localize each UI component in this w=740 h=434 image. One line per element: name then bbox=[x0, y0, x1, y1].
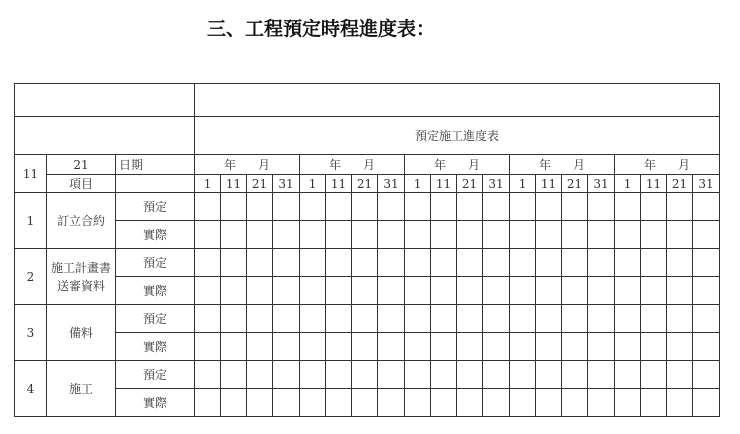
schedule-cell-actual[interactable] bbox=[300, 389, 326, 417]
schedule-cell-actual[interactable] bbox=[562, 389, 588, 417]
schedule-cell-planned[interactable] bbox=[300, 305, 326, 333]
schedule-cell-planned[interactable] bbox=[641, 305, 667, 333]
month-label: 月 bbox=[363, 157, 376, 172]
schedule-cell-actual[interactable] bbox=[352, 277, 378, 305]
day-column-header: 11 bbox=[431, 175, 457, 193]
schedule-cell-planned[interactable] bbox=[352, 249, 378, 277]
schedule-cell-planned[interactable] bbox=[221, 361, 247, 389]
schedule-cell-actual[interactable] bbox=[588, 333, 615, 361]
day-column-header: 11 bbox=[536, 175, 562, 193]
schedule-cell-planned[interactable] bbox=[195, 361, 221, 389]
schedule-cell-planned[interactable] bbox=[326, 193, 352, 221]
schedule-cell-planned[interactable] bbox=[352, 361, 378, 389]
schedule-cell-actual[interactable] bbox=[405, 333, 431, 361]
task-number: 2 bbox=[15, 249, 47, 305]
header-row-blank bbox=[15, 84, 720, 117]
schedule-cell-actual[interactable] bbox=[536, 333, 562, 361]
schedule-cell-planned[interactable] bbox=[641, 361, 667, 389]
schedule-cell-planned[interactable] bbox=[378, 249, 405, 277]
schedule-cell-planned[interactable] bbox=[247, 249, 273, 277]
task-name bbox=[47, 249, 116, 305]
schedule-cell-planned[interactable] bbox=[273, 305, 300, 333]
heading-blank-left bbox=[15, 117, 195, 155]
month-label: 月 bbox=[258, 157, 271, 172]
schedule-cell-planned[interactable] bbox=[431, 361, 457, 389]
schedule-cell-actual[interactable] bbox=[405, 389, 431, 417]
schedule-cell-actual[interactable] bbox=[431, 389, 457, 417]
schedule-cell-actual[interactable] bbox=[195, 333, 221, 361]
schedule-cell-actual[interactable] bbox=[431, 333, 457, 361]
schedule-cell-actual[interactable] bbox=[667, 389, 693, 417]
schedule-cell-planned[interactable] bbox=[273, 193, 300, 221]
item-label-blank bbox=[116, 175, 195, 193]
schedule-cell-planned[interactable] bbox=[667, 249, 693, 277]
schedule-cell-planned[interactable] bbox=[693, 193, 720, 221]
schedule-cell-planned[interactable] bbox=[405, 305, 431, 333]
task-name-line2: 送審資料 bbox=[56, 278, 105, 293]
schedule-cell-actual[interactable] bbox=[221, 333, 247, 361]
schedule-cell-actual[interactable] bbox=[641, 221, 667, 249]
schedule-cell-planned[interactable] bbox=[431, 249, 457, 277]
year-label: 年 bbox=[644, 157, 657, 172]
schedule-cell-planned[interactable] bbox=[326, 305, 352, 333]
task-name bbox=[47, 193, 116, 249]
actual-label: 實際 bbox=[116, 333, 195, 361]
schedule-cell-actual[interactable] bbox=[483, 221, 510, 249]
planned-label: 預定 bbox=[116, 249, 195, 277]
schedule-cell-planned[interactable] bbox=[431, 193, 457, 221]
task-name-line1: 備料 bbox=[68, 325, 93, 340]
task-name bbox=[47, 361, 116, 417]
year-label: 年 bbox=[329, 157, 342, 172]
schedule-cell-actual[interactable] bbox=[536, 277, 562, 305]
task-row-planned bbox=[15, 361, 720, 389]
day-column-header: 21 bbox=[667, 175, 693, 193]
schedule-cell-actual[interactable] bbox=[615, 389, 641, 417]
day-column-header: 31 bbox=[273, 175, 300, 193]
schedule-cell-actual[interactable] bbox=[615, 333, 641, 361]
actual-label: 實際 bbox=[116, 277, 195, 305]
corner-number: 11 bbox=[15, 155, 47, 193]
schedule-cell-actual[interactable] bbox=[667, 277, 693, 305]
day-column-header: 31 bbox=[693, 175, 720, 193]
month-label: 月 bbox=[468, 157, 481, 172]
task-number: 4 bbox=[15, 361, 47, 417]
schedule-cell-planned[interactable] bbox=[641, 249, 667, 277]
schedule-cell-planned[interactable] bbox=[588, 249, 615, 277]
schedule-cell-actual[interactable] bbox=[693, 333, 720, 361]
schedule-cell-actual[interactable] bbox=[457, 221, 483, 249]
task-row-planned bbox=[15, 193, 720, 221]
task-row-actual bbox=[15, 333, 720, 361]
item-label: 項目 bbox=[47, 175, 116, 193]
day-column-header: 31 bbox=[483, 175, 510, 193]
schedule-cell-actual[interactable] bbox=[562, 221, 588, 249]
schedule-cell-planned[interactable] bbox=[273, 361, 300, 389]
schedule-cell-actual[interactable] bbox=[247, 221, 273, 249]
header-row-days bbox=[15, 175, 720, 193]
schedule-cell-planned[interactable] bbox=[247, 361, 273, 389]
schedule-cell-actual[interactable] bbox=[667, 333, 693, 361]
schedule-cell-planned[interactable] bbox=[588, 305, 615, 333]
schedule-table bbox=[14, 83, 720, 417]
day-column-header: 21 bbox=[457, 175, 483, 193]
schedule-cell-actual[interactable] bbox=[300, 221, 326, 249]
schedule-cell-planned[interactable] bbox=[562, 305, 588, 333]
schedule-cell-planned[interactable] bbox=[378, 305, 405, 333]
schedule-cell-actual[interactable] bbox=[615, 277, 641, 305]
schedule-cell-planned[interactable] bbox=[562, 361, 588, 389]
schedule-cell-planned[interactable] bbox=[273, 249, 300, 277]
day-column-header: 11 bbox=[641, 175, 667, 193]
schedule-cell-actual[interactable] bbox=[510, 389, 536, 417]
schedule-cell-actual[interactable] bbox=[588, 277, 615, 305]
schedule-cell-actual[interactable] bbox=[510, 277, 536, 305]
schedule-cell-actual[interactable] bbox=[405, 277, 431, 305]
header-row-months bbox=[15, 155, 720, 175]
schedule-cell-planned[interactable] bbox=[352, 193, 378, 221]
day-column-header: 1 bbox=[510, 175, 536, 193]
schedule-cell-planned[interactable] bbox=[615, 249, 641, 277]
schedule-cell-planned[interactable] bbox=[457, 361, 483, 389]
schedule-cell-actual[interactable] bbox=[510, 221, 536, 249]
actual-label: 實際 bbox=[116, 221, 195, 249]
schedule-cell-actual[interactable] bbox=[273, 333, 300, 361]
schedule-cell-actual[interactable] bbox=[641, 277, 667, 305]
schedule-cell-actual[interactable] bbox=[352, 221, 378, 249]
year-label: 年 bbox=[539, 157, 552, 172]
schedule-cell-planned[interactable] bbox=[693, 249, 720, 277]
schedule-cell-actual[interactable] bbox=[667, 221, 693, 249]
schedule-cell-actual[interactable] bbox=[221, 277, 247, 305]
task-name-line1: 施工計畫書 bbox=[50, 260, 111, 275]
schedule-cell-planned[interactable] bbox=[221, 249, 247, 277]
month-group-header bbox=[300, 155, 405, 175]
schedule-cell-actual[interactable] bbox=[195, 277, 221, 305]
schedule-cell-planned[interactable] bbox=[352, 305, 378, 333]
schedule-cell-planned[interactable] bbox=[300, 193, 326, 221]
schedule-cell-actual[interactable] bbox=[326, 221, 352, 249]
schedule-cell-planned[interactable] bbox=[221, 305, 247, 333]
day-column-header: 31 bbox=[588, 175, 615, 193]
schedule-cell-actual[interactable] bbox=[405, 221, 431, 249]
schedule-cell-actual[interactable] bbox=[693, 277, 720, 305]
schedule-cell-planned[interactable] bbox=[483, 249, 510, 277]
task-row-actual bbox=[15, 389, 720, 417]
task-row-planned bbox=[15, 305, 720, 333]
schedule-cell-actual[interactable] bbox=[483, 389, 510, 417]
schedule-cell-actual[interactable] bbox=[273, 277, 300, 305]
schedule-cell-planned[interactable] bbox=[195, 305, 221, 333]
month-label: 月 bbox=[573, 157, 586, 172]
schedule-cell-actual[interactable] bbox=[457, 277, 483, 305]
schedule-cell-planned[interactable] bbox=[221, 193, 247, 221]
schedule-cell-actual[interactable] bbox=[273, 221, 300, 249]
schedule-cell-actual[interactable] bbox=[300, 277, 326, 305]
month-group-header bbox=[195, 155, 300, 175]
schedule-cell-actual[interactable] bbox=[378, 389, 405, 417]
schedule-cell-planned[interactable] bbox=[378, 361, 405, 389]
task-name bbox=[47, 305, 116, 361]
task-row-actual bbox=[15, 221, 720, 249]
schedule-cell-planned[interactable] bbox=[667, 193, 693, 221]
schedule-cell-planned[interactable] bbox=[326, 361, 352, 389]
schedule-cell-planned[interactable] bbox=[510, 361, 536, 389]
day-column-header: 21 bbox=[247, 175, 273, 193]
schedule-cell-actual[interactable] bbox=[378, 221, 405, 249]
schedule-cell-planned[interactable] bbox=[536, 305, 562, 333]
schedule-cell-actual[interactable] bbox=[457, 333, 483, 361]
task-number: 3 bbox=[15, 305, 47, 361]
schedule-cell-actual[interactable] bbox=[562, 333, 588, 361]
schedule-cell-actual[interactable] bbox=[326, 277, 352, 305]
month-group-header bbox=[510, 155, 615, 175]
schedule-cell-actual[interactable] bbox=[641, 389, 667, 417]
schedule-cell-planned[interactable] bbox=[510, 305, 536, 333]
schedule-cell-planned[interactable] bbox=[483, 361, 510, 389]
schedule-heading: 預定施工進度表 bbox=[195, 117, 720, 155]
schedule-cell-actual[interactable] bbox=[641, 333, 667, 361]
schedule-cell-planned[interactable] bbox=[247, 193, 273, 221]
day-column-header: 1 bbox=[300, 175, 326, 193]
schedule-cell-actual[interactable] bbox=[195, 221, 221, 249]
schedule-cell-planned[interactable] bbox=[457, 249, 483, 277]
day-column-header: 31 bbox=[378, 175, 405, 193]
day-column-header: 21 bbox=[562, 175, 588, 193]
schedule-cell-planned[interactable] bbox=[641, 193, 667, 221]
schedule-cell-actual[interactable] bbox=[247, 389, 273, 417]
planned-label: 預定 bbox=[116, 193, 195, 221]
task-row-planned bbox=[15, 249, 720, 277]
month-label: 月 bbox=[678, 157, 691, 172]
schedule-cell-actual[interactable] bbox=[431, 221, 457, 249]
schedule-cell-planned[interactable] bbox=[326, 249, 352, 277]
schedule-cell-planned[interactable] bbox=[536, 193, 562, 221]
schedule-cell-actual[interactable] bbox=[693, 389, 720, 417]
day-column-header: 21 bbox=[352, 175, 378, 193]
schedule-cell-planned[interactable] bbox=[405, 361, 431, 389]
month-group-header bbox=[405, 155, 510, 175]
schedule-cell-actual[interactable] bbox=[326, 333, 352, 361]
schedule-cell-actual[interactable] bbox=[588, 389, 615, 417]
task-row-actual bbox=[15, 277, 720, 305]
schedule-cell-planned[interactable] bbox=[536, 249, 562, 277]
schedule-cell-planned[interactable] bbox=[195, 249, 221, 277]
schedule-cell-planned[interactable] bbox=[667, 361, 693, 389]
schedule-cell-planned[interactable] bbox=[615, 193, 641, 221]
schedule-cell-actual[interactable] bbox=[221, 221, 247, 249]
day-column-header: 1 bbox=[405, 175, 431, 193]
task-name-line1: 施工 bbox=[68, 381, 93, 396]
schedule-cell-actual[interactable] bbox=[378, 277, 405, 305]
planned-label: 預定 bbox=[116, 361, 195, 389]
schedule-cell-planned[interactable] bbox=[615, 361, 641, 389]
schedule-cell-actual[interactable] bbox=[510, 333, 536, 361]
schedule-cell-actual[interactable] bbox=[536, 389, 562, 417]
schedule-cell-actual[interactable] bbox=[352, 333, 378, 361]
schedule-cell-actual[interactable] bbox=[562, 277, 588, 305]
schedule-cell-planned[interactable] bbox=[588, 361, 615, 389]
schedule-cell-planned[interactable] bbox=[693, 305, 720, 333]
schedule-cell-planned[interactable] bbox=[300, 361, 326, 389]
schedule-cell-planned[interactable] bbox=[536, 361, 562, 389]
schedule-cell-actual[interactable] bbox=[431, 277, 457, 305]
schedule-cell-planned[interactable] bbox=[483, 193, 510, 221]
header-blank-right bbox=[195, 84, 720, 117]
schedule-cell-planned[interactable] bbox=[615, 305, 641, 333]
schedule-cell-actual[interactable] bbox=[483, 333, 510, 361]
schedule-cell-actual[interactable] bbox=[588, 221, 615, 249]
schedule-cell-actual[interactable] bbox=[615, 221, 641, 249]
day-column-header: 1 bbox=[195, 175, 221, 193]
schedule-cell-actual[interactable] bbox=[326, 389, 352, 417]
schedule-cell-planned[interactable] bbox=[300, 249, 326, 277]
actual-label: 實際 bbox=[116, 389, 195, 417]
schedule-cell-actual[interactable] bbox=[457, 389, 483, 417]
schedule-cell-planned[interactable] bbox=[483, 305, 510, 333]
schedule-cell-planned[interactable] bbox=[405, 249, 431, 277]
schedule-cell-actual[interactable] bbox=[221, 389, 247, 417]
schedule-cell-actual[interactable] bbox=[195, 389, 221, 417]
year-label: 年 bbox=[434, 157, 447, 172]
year-label: 年 bbox=[224, 157, 237, 172]
schedule-cell-actual[interactable] bbox=[378, 333, 405, 361]
date-label: 日期 bbox=[116, 155, 195, 175]
schedule-cell-planned[interactable] bbox=[510, 249, 536, 277]
schedule-cell-planned[interactable] bbox=[667, 305, 693, 333]
day-column-header: 1 bbox=[615, 175, 641, 193]
schedule-cell-actual[interactable] bbox=[300, 333, 326, 361]
schedule-cell-planned[interactable] bbox=[588, 193, 615, 221]
document-title: 三、工程預定時程進度表： bbox=[207, 18, 436, 40]
schedule-cell-actual[interactable] bbox=[273, 389, 300, 417]
schedule-cell-planned[interactable] bbox=[562, 249, 588, 277]
header-row-heading bbox=[15, 117, 720, 155]
schedule-cell-actual[interactable] bbox=[483, 277, 510, 305]
schedule-cell-planned[interactable] bbox=[562, 193, 588, 221]
month-group-header bbox=[615, 155, 720, 175]
planned-label: 預定 bbox=[116, 305, 195, 333]
schedule-cell-planned[interactable] bbox=[693, 361, 720, 389]
header-blank-left bbox=[15, 84, 195, 117]
day-column-header: 11 bbox=[326, 175, 352, 193]
day-column-header: 11 bbox=[221, 175, 247, 193]
schedule-cell-actual[interactable] bbox=[247, 277, 273, 305]
schedule-cell-planned[interactable] bbox=[510, 193, 536, 221]
schedule-cell-planned[interactable] bbox=[247, 305, 273, 333]
date-number: 21 bbox=[47, 155, 116, 175]
schedule-cell-actual[interactable] bbox=[247, 333, 273, 361]
schedule-cell-planned[interactable] bbox=[405, 193, 431, 221]
schedule-cell-planned[interactable] bbox=[431, 305, 457, 333]
task-name-line1: 訂立合約 bbox=[56, 213, 105, 228]
task-number: 1 bbox=[15, 193, 47, 249]
schedule-cell-planned[interactable] bbox=[195, 193, 221, 221]
schedule-cell-actual[interactable] bbox=[352, 389, 378, 417]
schedule-cell-planned[interactable] bbox=[457, 193, 483, 221]
schedule-cell-actual[interactable] bbox=[536, 221, 562, 249]
schedule-cell-planned[interactable] bbox=[457, 305, 483, 333]
schedule-cell-planned[interactable] bbox=[378, 193, 405, 221]
schedule-cell-actual[interactable] bbox=[693, 221, 720, 249]
